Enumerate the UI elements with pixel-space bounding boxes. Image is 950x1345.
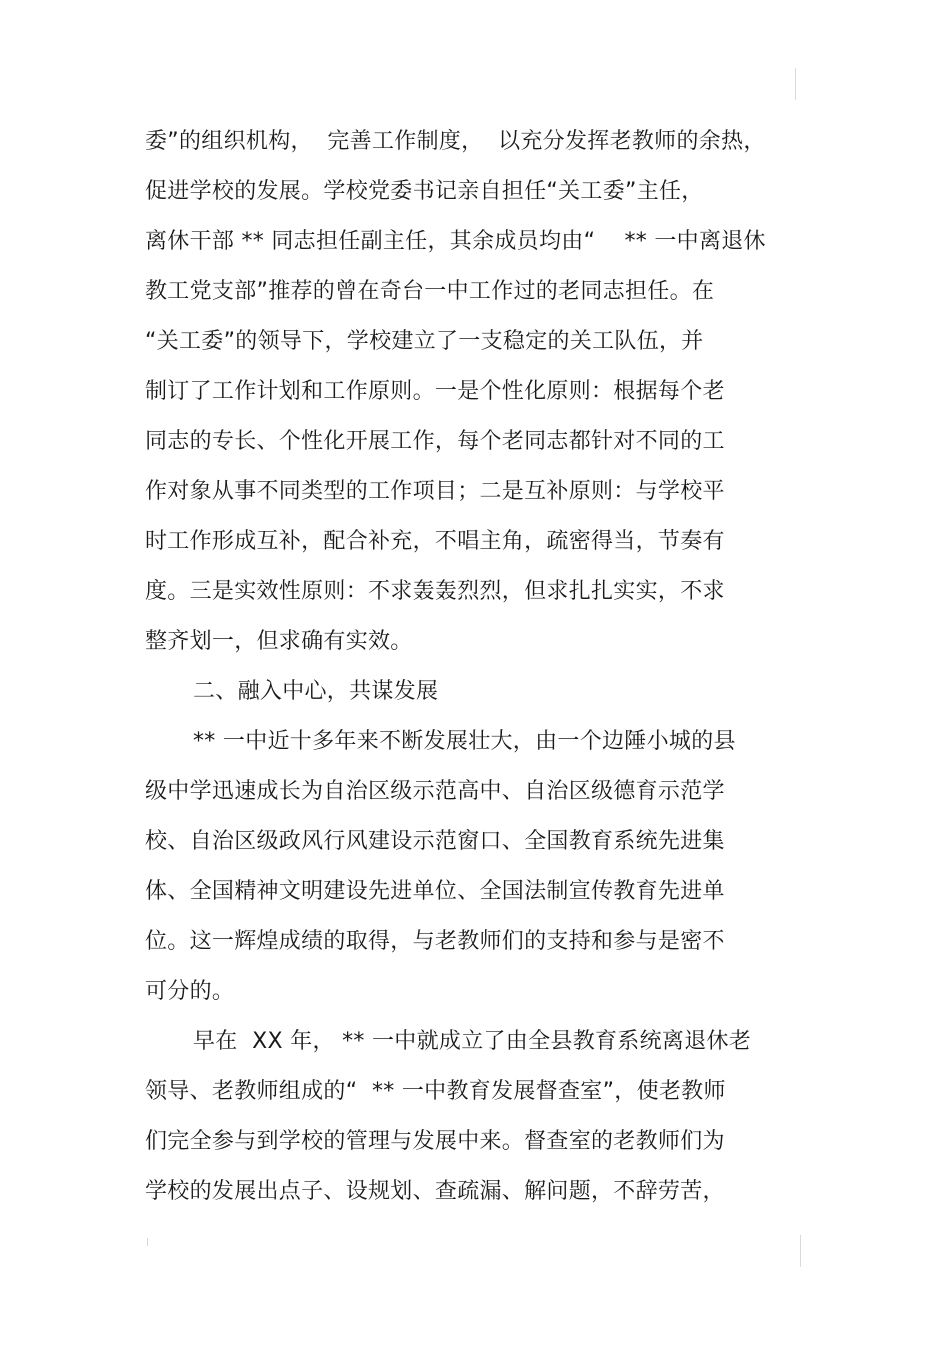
page-edge-mark-left: [147, 1238, 148, 1246]
text-line: 作对象从事不同类型的工作项目；二是互补原则：与学校平: [145, 479, 725, 504]
text-line: 早在 XX 年， ** 一中就成立了由全县教育系统离退休老: [193, 1029, 752, 1054]
page-edge-mark-bottom: [800, 1235, 801, 1267]
text-line: “关工委”的领导下，学校建立了一支稳定的关工队伍，并: [145, 329, 704, 354]
text-line: 同志的专长、个性化开展工作，每个老同志都针对不同的工: [145, 429, 725, 454]
text-line: 领导、老教师组成的“ ** 一中教育发展督查室”，使老教师: [145, 1079, 726, 1104]
text-line: 离休干部 ** 同志担任副主任，其余成员均由“ ** 一中离退休: [145, 229, 766, 254]
text-line: 位。这一辉煌成绩的取得，与老教师们的支持和参与是密不: [145, 929, 725, 954]
text-line: 校、自治区级政风行风建设示范窗口、全国教育系统先进集: [145, 829, 725, 854]
text-line: 度。三是实效性原则：不求轰轰烈烈，但求扎扎实实，不求: [145, 579, 725, 604]
text-line: 时工作形成互补，配合补充，不唱主角，疏密得当，节奏有: [145, 529, 725, 554]
text-line: 级中学迅速成长为自治区级示范高中、自治区级德育示范学: [145, 779, 725, 804]
text-line: ** 一中近十多年来不断发展壮大，由一个边陲小城的县: [193, 729, 736, 754]
text-line: 教工党支部”推荐的曾在奇台一中工作过的老同志担任。在: [145, 279, 715, 304]
text-line: 们完全参与到学校的管理与发展中来。督查室的老教师们为: [145, 1129, 725, 1154]
section-heading: 二、融入中心，共谋发展: [193, 679, 439, 704]
text-line: 整齐划一，但求确有实效。: [145, 629, 413, 654]
page-edge-mark-top: [795, 68, 796, 100]
text-line: 制订了工作计划和工作原则。一是个性化原则：根据每个老: [145, 379, 725, 404]
text-line: 委”的组织机构， 完善工作制度， 以充分发挥老教师的余热，: [145, 129, 766, 154]
text-line: 可分的。: [145, 979, 235, 1004]
text-line: 学校的发展出点子、设规划、查疏漏、解问题，不辞劳苦，: [145, 1179, 725, 1204]
text-line: 促进学校的发展。学校党委书记亲自担任“关工委”主任，: [145, 179, 704, 204]
text-line: 体、全国精神文明建设先进单位、全国法制宣传教育先进单: [145, 879, 725, 904]
